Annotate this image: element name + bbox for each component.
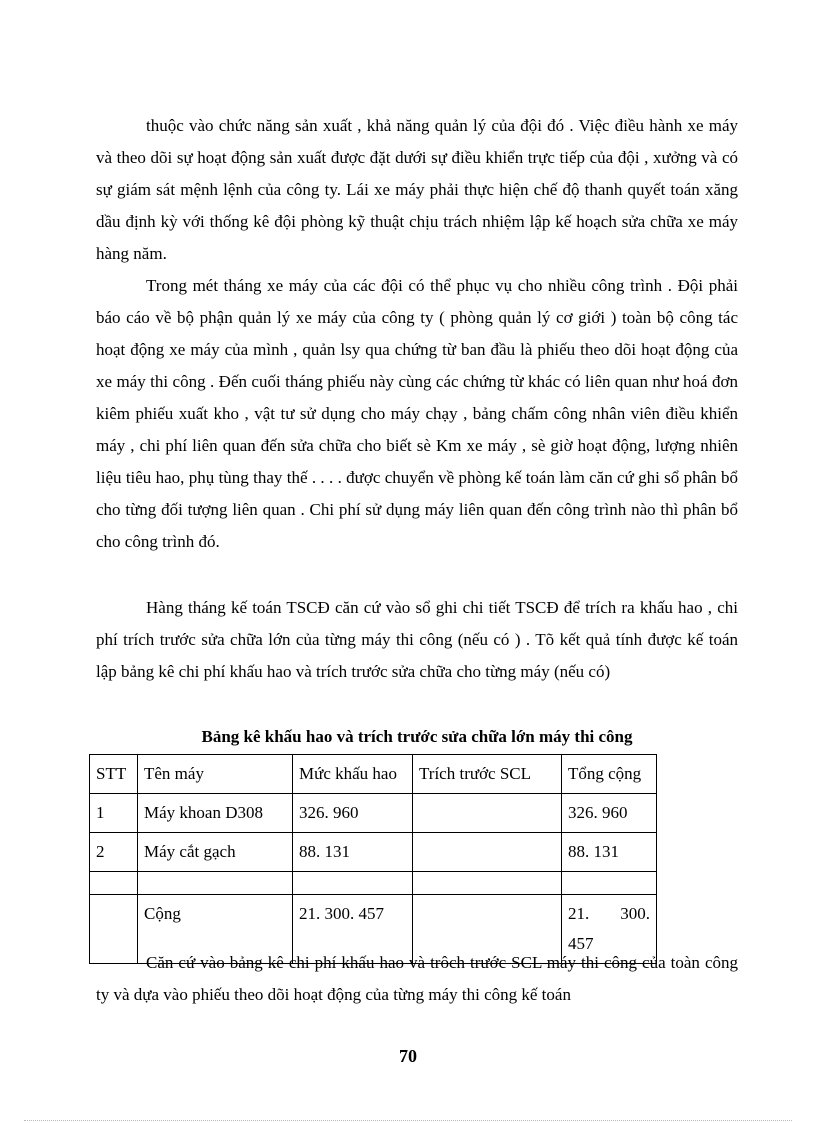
table-cell	[138, 872, 293, 895]
table-row	[90, 794, 657, 833]
grand-total-part: 300.	[620, 904, 650, 923]
header-cell-machine-name: Tên máy	[138, 755, 293, 794]
paragraph-1: thuộc vào chức năng sản xuất , khả năng quản lý của đội đó . Việc điều hành xe máy và theo dõi sự hoạt động sản xuất được đặt dưới sự điều khiển trực tiếp của đội , xưởng và có sự giám sát mệnh lệnh của công ty. Lái xe máy phải thực hiện chế độ thanh quyết toán xăng dầu định kỳ với thống kê đội phòng kỹ thuật chịu trách nhiệm lập kế hoạch sửa chữa xe máy hàng năm.	[96, 116, 738, 263]
table-title: Bảng kê khấu hao và trích trước sửa chữa lớn máy thi công	[201, 727, 633, 746]
total-label-cell: Cộng	[138, 895, 293, 964]
total-depreciation-cell: 21. 300. 457	[293, 895, 413, 964]
table-cell: 88. 131	[562, 833, 657, 872]
table-row	[90, 833, 657, 872]
paragraph-4: Căn cứ vào bảng kê chi phí khấu hao và trôch trước SCL máy thi công của toàn công ty và dựa vào phiếu theo dõi hoạt động của từng máy thi công kế toán	[96, 953, 738, 1004]
grand-total-part: 21.	[568, 904, 590, 923]
table-cell: Máy khoan D308	[138, 794, 293, 833]
table-cell	[413, 833, 562, 872]
header-cell-total: Tổng cộng	[562, 755, 657, 794]
table-cell: 1	[90, 794, 138, 833]
paragraph-3: Hàng tháng kế toán TSCĐ căn cứ vào sổ ghi chi tiết TSCĐ để trích ra khấu hao , chi phí trích trước sửa chữa lớn của từng máy thi công (nếu có ) . Tõ kết quả tính được kế toán lập bảng kê chi phí khấu hao và trích trước sửa chữa cho từng máy (nếu có)	[96, 598, 738, 681]
table-cell	[562, 872, 657, 895]
depreciation-table	[89, 754, 657, 964]
paragraph-2: Trong mét tháng xe máy của các đội có thể phục vụ cho nhiều công trình . Đội phải báo cáo về bộ phận quản lý xe máy của công ty ( phòng quản lý cơ giới ) toàn bộ công tác hoạt động xe máy của mình , quản lsy qua chứng từ ban đầu là phiếu theo dõi hoạt động của xe máy thi công . Đến cuối tháng phiếu này cùng các chứng từ khác có liên quan như hoá đơn kiêm phiếu xuất kho , vật tư sử dụng cho máy chạy , bảng chấm công nhân viên điều khiển máy , chi phí liên quan đến sửa chữa cho biết sè Km xe máy , sè giờ hoạt động, lượng nhiên liệu tiêu hao, phụ tùng thay thế . . . . được chuyển về phòng kế toán làm căn cứ ghi sổ phân bổ cho từng đối tượng liên quan . Chi phí sử dụng máy liên quan đến công trình nào thì phân bổ cho công trình đó.	[96, 276, 738, 551]
header-cell-major-repair: Trích trước SCL	[413, 755, 562, 794]
table-row-empty	[90, 872, 657, 895]
header-cell-depreciation: Mức khấu hao	[293, 755, 413, 794]
table-cell: 2	[90, 833, 138, 872]
table-cell: 326. 960	[562, 794, 657, 833]
table-cell: Máy cắt gạch	[138, 833, 293, 872]
table-cell: 88. 131	[293, 833, 413, 872]
table-cell: 326. 960	[293, 794, 413, 833]
table-cell	[413, 794, 562, 833]
footer-divider	[24, 1120, 792, 1121]
grand-total-part: 457	[568, 934, 594, 953]
table-header-row	[90, 755, 657, 794]
table-cell	[293, 872, 413, 895]
header-cell-stt: STT	[90, 755, 138, 794]
page-number: 70	[399, 1046, 417, 1066]
table-cell	[413, 872, 562, 895]
table-cell	[90, 872, 138, 895]
grand-total-line	[568, 899, 650, 929]
